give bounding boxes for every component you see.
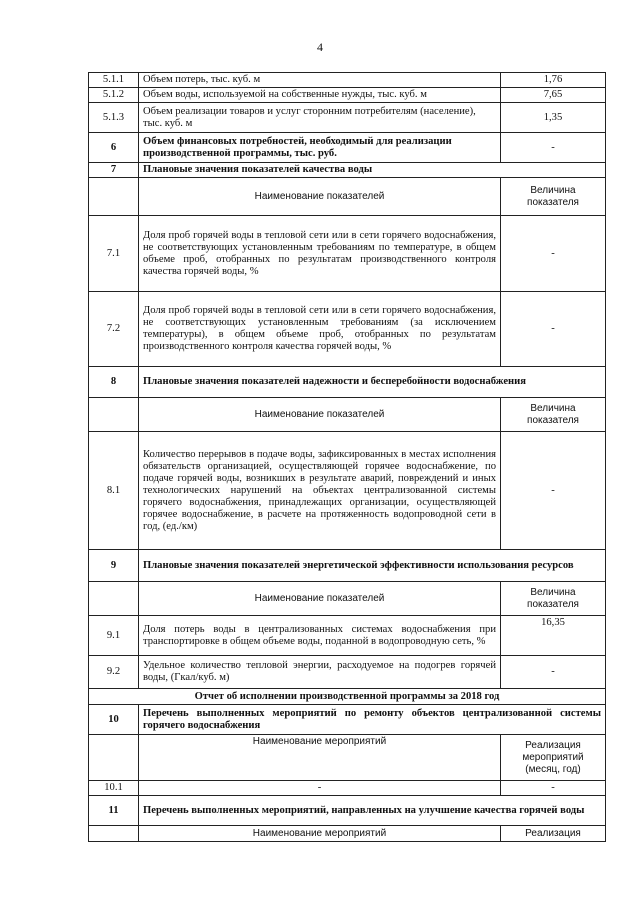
section-number: 10 (89, 705, 139, 735)
table-row (89, 689, 606, 705)
row-value: - (501, 133, 606, 163)
row-number: 5.1.1 (89, 73, 139, 88)
column-header-name: Наименование мероприятий (139, 826, 501, 842)
section-title: Перечень выполненных мероприятий, направленных на улучшение качества горячей воды (139, 796, 606, 826)
row-value: - (501, 216, 606, 292)
table-row (89, 550, 606, 582)
table-row (89, 163, 606, 178)
section-title: Плановые значения показателей энергетической эффективности использования ресурсов (139, 550, 606, 582)
table-row (89, 216, 606, 292)
empty-cell (89, 826, 139, 842)
row-number: 9.2 (89, 656, 139, 689)
table-row (89, 705, 606, 735)
section-number: 7 (89, 163, 139, 178)
section-title: Плановые значения показателей надежности и бесперебойности водоснабжения (139, 367, 606, 398)
table-row (89, 292, 606, 367)
row-value: - (501, 656, 606, 689)
section-title: Объем финансовых потребностей, необходимый для реализации производственной программы, тыс. руб. (139, 133, 501, 163)
report-title: Отчет об исполнении производственной программы за 2018 год (89, 689, 606, 705)
row-text: Доля потерь воды в централизованных системах водоснабжения при транспортировке в общем объеме воды, поданной в водопроводную сеть, % (139, 616, 501, 656)
table-row (89, 367, 606, 398)
row-value: - (501, 781, 606, 796)
table-row (89, 88, 606, 103)
table-row (89, 656, 606, 689)
row-number: 7.1 (89, 216, 139, 292)
row-value: - (501, 292, 606, 367)
row-text: Объем воды, используемой на собственные нужды, тыс. куб. м (139, 88, 501, 103)
table-header-row (89, 398, 606, 432)
row-text: Доля проб горячей воды в тепловой сети или в сети горячего водоснабжения, не соответствующих установленным требованиям по температуре, в общем объеме проб, отобранных по результатам производственного контроля качества горячей воды, % (139, 216, 501, 292)
table-header-row (89, 735, 606, 781)
section-number: 6 (89, 133, 139, 163)
row-text: Удельное количество тепловой энергии, расходуемое на подогрев горячей воды, (Гкал/куб. м) (139, 656, 501, 689)
table-header-row (89, 178, 606, 216)
table-header-row (89, 826, 606, 842)
row-value: 7,65 (501, 88, 606, 103)
row-text: Объем реализации товаров и услуг сторонним потребителям (население), тыс. куб. м (139, 103, 501, 133)
empty-cell (89, 735, 139, 781)
row-text: Доля проб горячей воды в тепловой сети или в сети горячего водоснабжения, не соответствующих установленным требованиям (за исключением температуры), в общем объеме проб, отобранных по результатам производственного контроля качества горячей воды, % (139, 292, 501, 367)
table-row (89, 103, 606, 133)
empty-cell (89, 582, 139, 616)
column-header-name: Наименование показателей (139, 398, 501, 432)
production-program-table (88, 72, 606, 842)
row-number: 9.1 (89, 616, 139, 656)
row-number: 7.2 (89, 292, 139, 367)
column-header-value: Реализация мероприятий (месяц, год) (501, 735, 606, 781)
column-header-name: Наименование показателей (139, 178, 501, 216)
row-text: Количество перерывов в подаче воды, зафиксированных в местах исполнения обязательств организацией, осуществляющей горячее водоснабжение, по подаче горячей воды, возникших в результате аварий, повреждений и иных технологических нарушений на объектах централизованной системы горячего водоснабжения, принадлежащих организации, осуществляющей горячее водоснабжение, в расчете на протяженность водопроводной сети в год, (ед./км) (139, 432, 501, 550)
row-number: 8.1 (89, 432, 139, 550)
section-number: 9 (89, 550, 139, 582)
row-value: 1,76 (501, 73, 606, 88)
column-header-value: Величина показателя (501, 178, 606, 216)
row-text: - (139, 781, 501, 796)
table-row (89, 432, 606, 550)
column-header-value: Величина показателя (501, 398, 606, 432)
column-header-name: Наименование показателей (139, 582, 501, 616)
row-text: Объем потерь, тыс. куб. м (139, 73, 501, 88)
table-row (89, 133, 606, 163)
row-number: 10.1 (89, 781, 139, 796)
column-header-value: Реализация (501, 826, 606, 842)
section-number: 11 (89, 796, 139, 826)
empty-cell (89, 398, 139, 432)
table-header-row (89, 582, 606, 616)
table-row (89, 796, 606, 826)
section-number: 8 (89, 367, 139, 398)
table-row (89, 73, 606, 88)
column-header-value: Величина показателя (501, 582, 606, 616)
empty-cell (89, 178, 139, 216)
column-header-name: Наименование мероприятий (139, 735, 501, 781)
row-number: 5.1.2 (89, 88, 139, 103)
row-value: 16,35 (501, 616, 606, 656)
row-value: - (501, 432, 606, 550)
section-title: Перечень выполненных мероприятий по ремонту объектов централизованной системы горячего водоснабжения (139, 705, 606, 735)
row-number: 5.1.3 (89, 103, 139, 133)
section-title: Плановые значения показателей качества воды (139, 163, 606, 178)
row-value: 1,35 (501, 103, 606, 133)
table-row (89, 616, 606, 656)
page-number: 4 (317, 40, 323, 54)
table-row (89, 781, 606, 796)
